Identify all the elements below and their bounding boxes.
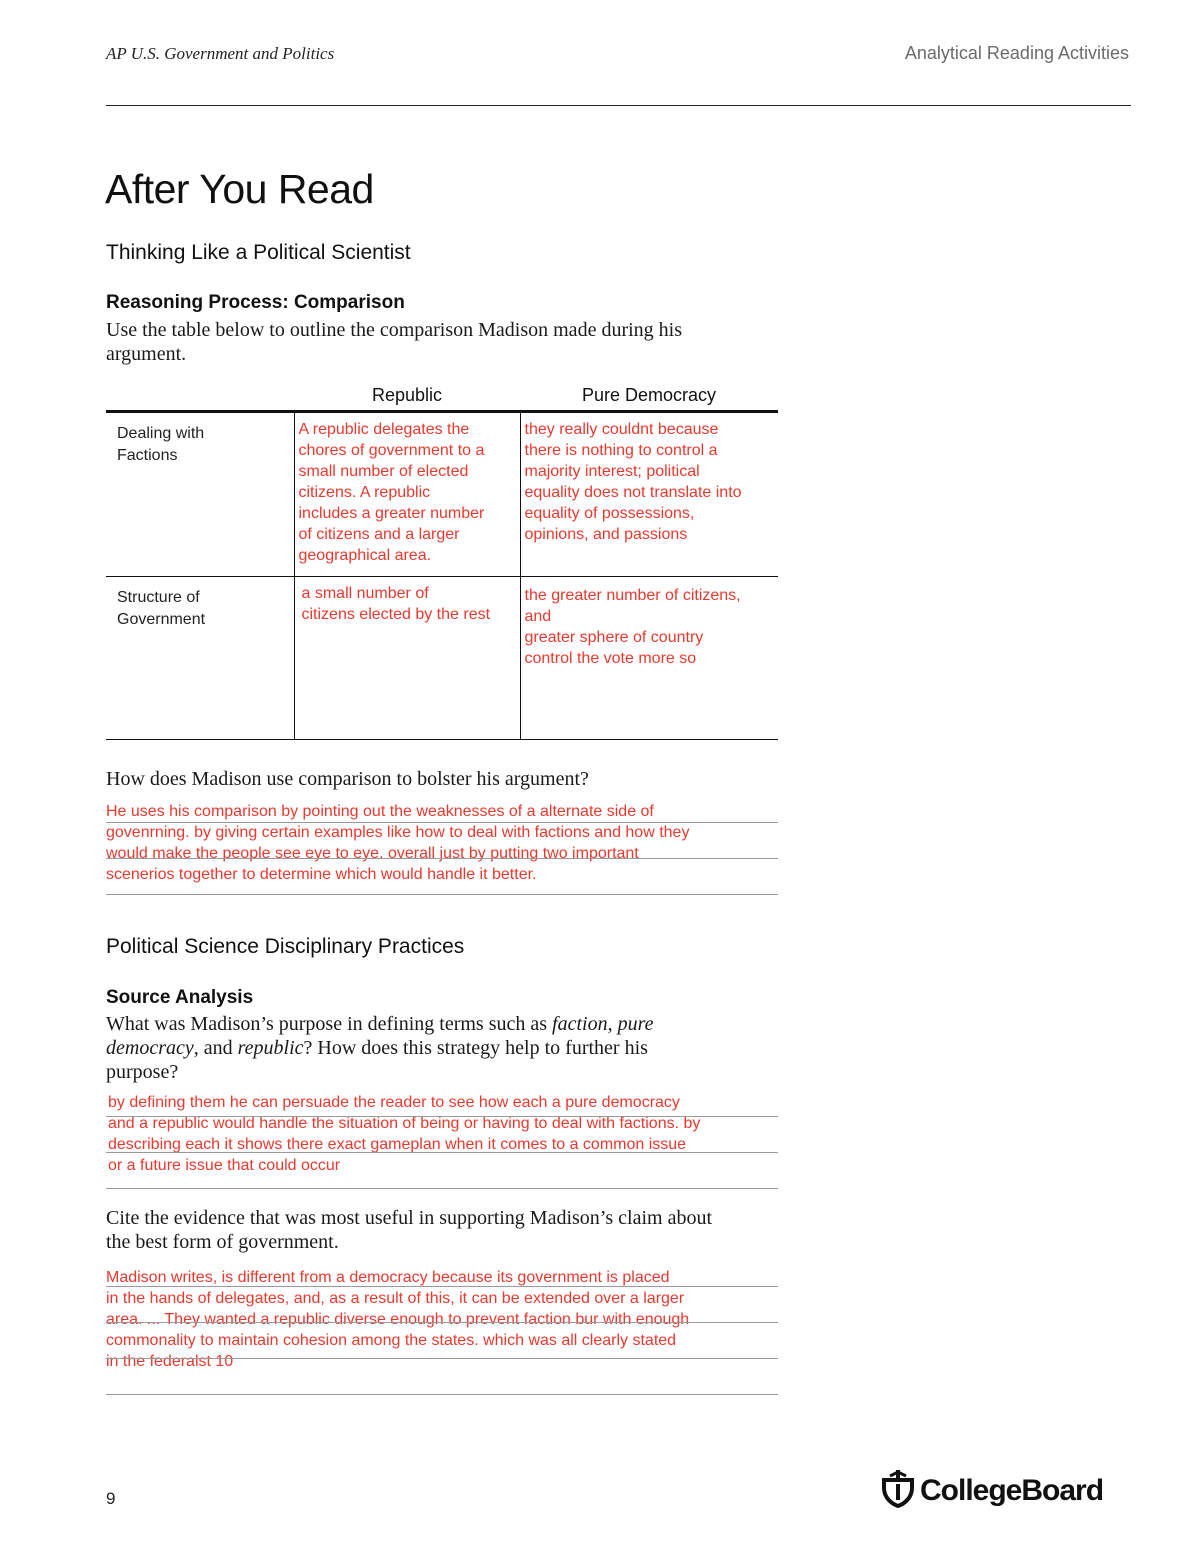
- section-title-disciplinary-practices: Political Science Disciplinary Practices: [106, 935, 465, 958]
- page-number: 9: [106, 1489, 116, 1508]
- comparison-table: [106, 410, 778, 740]
- table-row-factions: [106, 412, 778, 577]
- cell-republic-factions[interactable]: A republic delegates the chores of government to a small number of elected citizens. A republic includes a greater number of citizens and a larger geographical area.: [294, 412, 520, 577]
- answer-rule: [106, 1322, 778, 1323]
- row-label-structure-of-government: Structure of Government: [106, 577, 294, 740]
- answer-rule: [106, 1116, 778, 1117]
- column-header-pure-democracy: Pure Democracy: [581, 385, 717, 405]
- answer-comparison-bolster[interactable]: He uses his comparison by pointing out the weaknesses of a alternate side of govenrning. by giving certain examples like how to deal with factions and how they would make the people see eye to eye. overall just by putting two important scenerios together to determine which would handle it better.: [106, 803, 690, 883]
- question-cite-evidence: Cite the evidence that was most useful in supporting Madison’s claim about the best form of government.: [106, 1207, 713, 1253]
- cell-republic-structure[interactable]: a small number of citizens elected by the rest: [294, 577, 520, 740]
- instructions-line: argument.: [106, 343, 187, 365]
- answer-cite-evidence[interactable]: Madison writes, is different from a democracy because its government is placed in the hands of delegates, and, as a result of this, it can be extended over a larger area. ... They wanted a republic diverse enough to prevent faction bur with enough commonality to maintain cohesion among the states. which was all clearly stated in the federalst 10: [106, 1269, 690, 1370]
- collegeboard-logo: [880, 1468, 1103, 1513]
- logo-text: CollegeBoard: [920, 1473, 1104, 1507]
- table-row-structure: [106, 577, 778, 740]
- cell-democracy-structure[interactable]: the greater number of citizens, and greater sphere of country control the vote more so: [524, 587, 741, 667]
- header-course-title: AP U.S. Government and Politics: [106, 44, 335, 63]
- answer-rule: [106, 1188, 778, 1189]
- answer-madison-purpose[interactable]: by defining them he can persuade the reader to see how each a pure democracy and a republic would handle the situation of being or having to deal with factions. by describing each it shows there exact gameplan when it comes to a common issue or a future issue that could occur: [108, 1094, 701, 1174]
- answer-rule: [106, 858, 778, 859]
- subsection-title-comparison: Reasoning Process: Comparison: [106, 292, 405, 313]
- page-title: After You Read: [105, 166, 374, 212]
- answer-rule: [106, 1358, 778, 1359]
- acorn-icon: [880, 1468, 916, 1513]
- answer-rule: [106, 894, 778, 895]
- question-comparison-bolster: How does Madison use comparison to bolster his argument?: [106, 768, 589, 790]
- comparison-instructions: [106, 318, 682, 366]
- subsection-title-source-analysis: Source Analysis: [106, 987, 254, 1008]
- answer-rule: [106, 822, 778, 823]
- instructions-line: Use the table below to outline the comparison Madison made during his: [106, 319, 682, 341]
- answer-rule: [106, 1286, 778, 1287]
- answer-rule: [106, 1394, 778, 1395]
- row-label-dealing-with-factions: Dealing with Factions: [106, 412, 294, 577]
- question-madison-purpose: What was Madison’s purpose in defining terms such as faction, pure democracy, and republic? How does this strategy help to further his purpose?: [106, 1013, 654, 1083]
- column-header-republic: Republic: [371, 385, 443, 405]
- header-divider: [106, 105, 1131, 106]
- header-document-type: Analytical Reading Activities: [904, 43, 1129, 63]
- cell-democracy-factions[interactable]: they really couldnt because there is nothing to control a majority interest; political equality does not translate into equality of possessions, opinions, and passions: [524, 421, 742, 543]
- section-title-political-scientist: Thinking Like a Political Scientist: [106, 241, 411, 264]
- answer-rule: [106, 1152, 778, 1153]
